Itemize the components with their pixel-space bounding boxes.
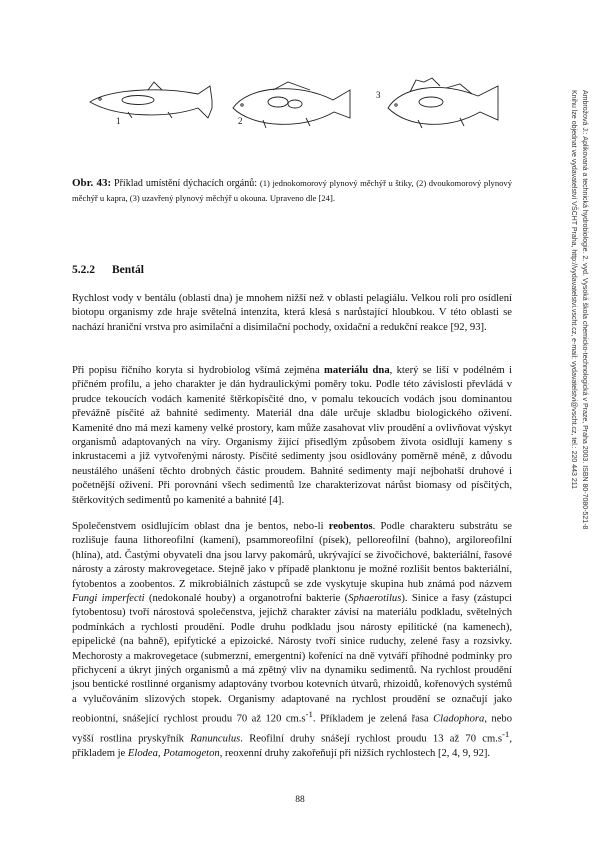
- section-heading: [72, 264, 144, 276]
- fish-illustrations: [88, 78, 508, 140]
- paragraph-3-text: . Podle charakteru substrátu se rozlišuje fauna lithoreofilní (kamení), psammoreofilní (písek), pelloreofilní (bahno), argiloreofilní (hlína), atd. Častými obyvateli dna jsou larvy pakomárů, ukrývající se živočichové, bakteriální, řasové nárosty a zárosty makrovegetace. Stejně jako v případě planktonu je možné rozlišit bentos bakteriální, fytobentos a zoobentos. Z mikrobiálních zástupců se zde vyskytuje skupina hub známá pod názvem: [72, 521, 512, 590]
- figure-label-2: 2: [238, 116, 243, 126]
- caption-label: Obr. 43:: [72, 177, 112, 189]
- paragraph-3-italic: Sphaerotilus: [348, 593, 402, 605]
- fish-figure: [88, 78, 508, 140]
- paragraph-3-bold: reobentos: [328, 521, 373, 532]
- fish-perch-icon: [388, 78, 498, 128]
- paragraph-3-text: ). Sinice a řasy (zástupci fytobentosu) tvoří nárostová společenstva, jejichž charakter závisí na materiálu podkladu, světelných podmínkách a rychlosti proudění. Podle druhu podkladu jsou nárosty epilitické (na kamenech), epipelické (na bahně), epifytické a epizoické. Nárosty tvoří sinice ruduchy, zelené řasy a rozsivky. Mechorosty a makrovegetace (submerzní, emergentní) kořenící na dně vytváří příhodné podmínky pro přichycení a úkryt jiných organismů a má zpětný vliv na dynamiku sedimentů. Na rychlost proudění jsou bentické rostlinné organismy adaptovány tvorbou kotevních útvarů, rhizoidů, kořenových systémů a vylučováním slizových stopek. Organismy adaptované na rychlost proudění se označují jako reobiontní, snášející rychlost proudu 70 až 120 cm.s: [72, 593, 512, 725]
- paragraph-2-text: , který se liší v podélném i příčném profilu, a jeho charakter je dán hydraulickými poměry toku. Podle této závislosti převládá v prudce tekoucích vodách kamenité štěrkopísčité dno, v pomalu tekoucích vodách jsou dominantou převážně písčité až bahnité sedimenty. Materiál dna dále určuje skladbu biologického oživení. Kamenité dno má mezi kameny velké prostory, kam může zasahovat vliv proudění a ovlivňovat výskyt organismů adaptovaných na víry. Organismy žijící přisedlým způsobem života osidlují kameny s inkrustacemi a již vytvořenými nárosty. Písčité sedimenty jsou osidlovány poměrně méně, z důvodu neustálého unášení těchto drobných částic proudem. Bahnité sedimenty mají nejbohatší druhové i početnější oživení. Při porovnání všech sedimentů lze charakterizovat nárůst biomasy od písčitých, štěrkovitých sedimentů po kamenité a bahnité [4].: [72, 365, 513, 506]
- section-number: 5.2.2: [72, 264, 95, 276]
- paragraph-2: [72, 364, 512, 508]
- paragraph-2-text: Při popisu říčního koryta si hydrobiolog všímá zejména: [72, 365, 325, 376]
- paragraph-3-italic: Ranunculus: [190, 733, 241, 745]
- paragraph-3-text: . Reofilní druhy snášejí rychlost proudu 13 až 70 cm.s: [240, 733, 502, 745]
- figure-label-1: 1: [116, 116, 121, 126]
- paragraph-3-italic: Elodea, Potamogeton: [127, 748, 220, 760]
- paragraph-3-text: (nedokonalé houby) a organotrofní bakterie (: [144, 593, 349, 605]
- paragraph-3-text: . Příkladem je zelená řasa: [312, 713, 434, 725]
- section-title: Bentál: [112, 264, 144, 276]
- paragraph-3-text: , příkladem je: [72, 733, 512, 760]
- paragraph-3-text: , reoxenní druhy zakořeňují při nižších rychlostech [2, 4, 9, 92].: [219, 748, 491, 760]
- figure-label-3: 3: [376, 90, 381, 100]
- paragraph-3-superscript: -1: [305, 709, 313, 720]
- paragraph-3-text: Společenstvem osidlujícím oblast dna je bentos, nebo-li: [72, 521, 329, 532]
- side-citation-text: [568, 90, 590, 710]
- paragraph-3-superscript: -1: [501, 729, 510, 740]
- page-number: 88: [295, 795, 305, 805]
- caption-text-detail: (1) jednokomorový plynový měchýř u štiky, (2) dvoukomorový plynový měchýř u kapra, (3) uzavřený plynový měchýř u okouna. Upraveno dle [24].: [72, 178, 513, 203]
- paragraph-3-italic: Cladophora: [433, 713, 485, 725]
- side-citation-line-2: Knihu lze objednat ve vydavatelství VŠCHT Praha, http://vydavatelstvi.vscht.cz, e-mail: vydavatelstvi@vscht.cz, tel.: 220 443 211: [570, 90, 577, 490]
- figure-caption: [72, 176, 512, 206]
- paragraph-2-bold: materiálu dna: [324, 365, 390, 376]
- paragraph-1: Rychlost vody v bentálu (oblasti dna) je mnohem nižší než v oblasti pelagiálu. Velkou roli pro osídlení biotopu organismy zde hraje světelná intenzita, která klesá s narůstající hloubkou. V této oblasti se nachází hraniční vrstva pro asimilační a disimilační pochody, oxidační a redukční reakce [92, 93].: [72, 293, 512, 333]
- fish-pike-icon: [90, 82, 212, 118]
- side-citation-line-1: Ambrožová J.: Aplikovaná a technická hydrobiologie. 2. vyd. Vysoká škola chemicko-technologická v Praze, Praha 2003. ISBN 80-7080-521-8: [581, 90, 588, 530]
- side-citation: [560, 90, 590, 710]
- paragraph-3-italic: Fungi imperfecti: [72, 593, 145, 605]
- caption-text-main: Příklad umístění dýchacích orgánů:: [111, 178, 260, 189]
- paragraph-3-text: , nebo vyšší rostlina pryskyřník: [72, 713, 513, 745]
- paragraph-3: [72, 520, 512, 762]
- fish-carp-icon: [233, 82, 350, 128]
